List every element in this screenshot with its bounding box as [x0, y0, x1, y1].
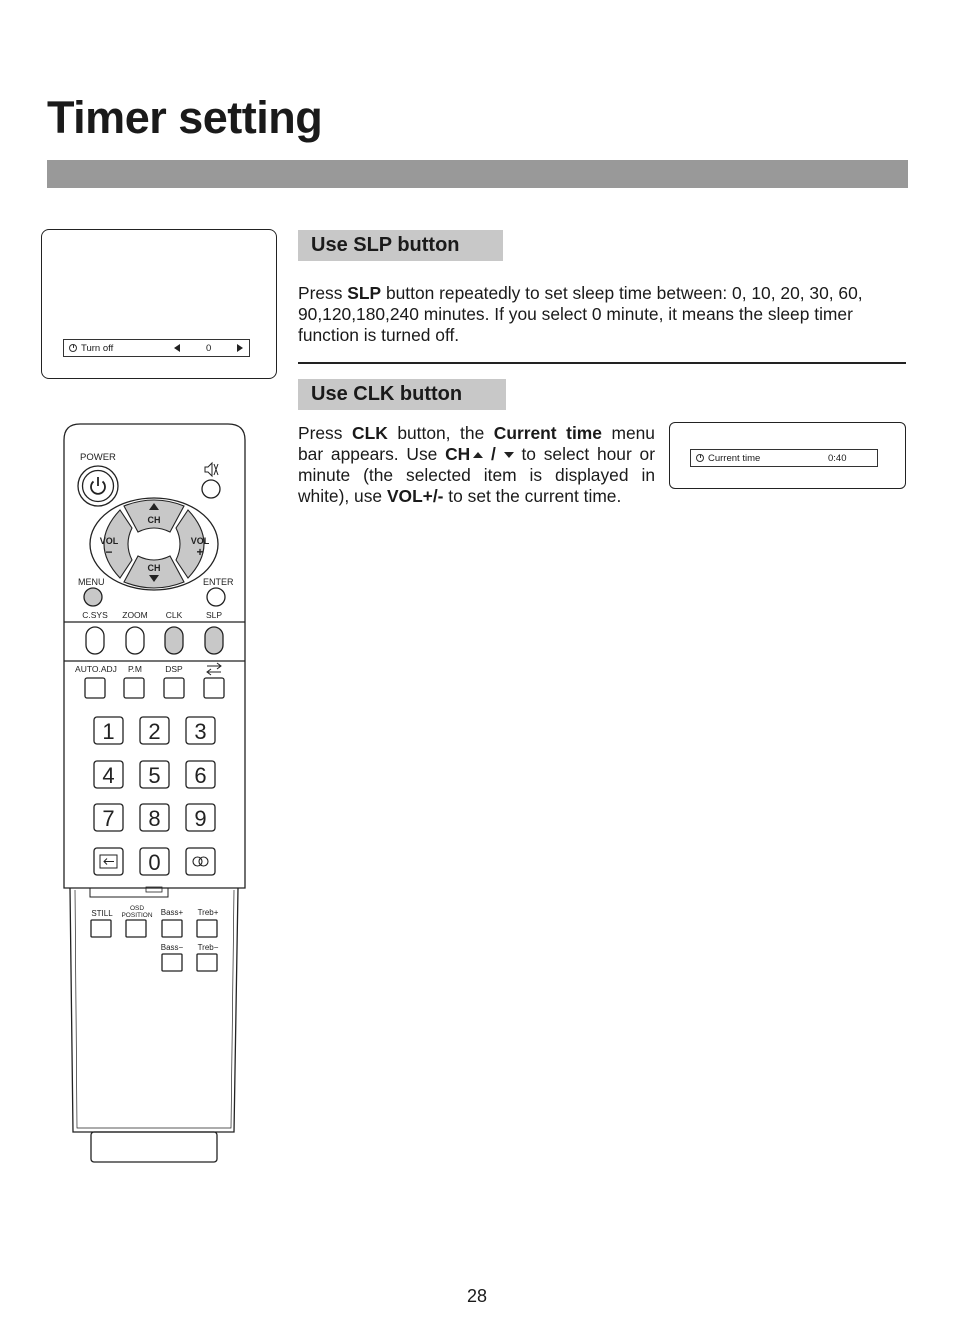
- auto-adj-button: [85, 678, 105, 698]
- pm-label: P.M: [127, 664, 143, 674]
- clock-icon: [696, 454, 704, 462]
- digit-3-label: 3: [194, 719, 207, 744]
- treb-minus-label: Treb−: [197, 943, 219, 952]
- osd-position-label-1: OSD: [129, 905, 145, 912]
- slp-text-1: Press: [298, 283, 348, 303]
- pm-button: [124, 678, 144, 698]
- clk-label: CLK: [165, 610, 183, 620]
- bass-plus-button: [162, 920, 182, 937]
- turn-off-osd-bar: [63, 339, 250, 357]
- clk-text-current-time: Current time: [493, 423, 602, 443]
- mute-button: [202, 480, 220, 498]
- current-time-illustration: [669, 422, 906, 489]
- csys-label: C.SYS: [82, 610, 108, 620]
- clk-text-4: to select hour or minute (the selected item is displayed in white), use: [298, 444, 656, 506]
- digit-0-label: 0: [148, 850, 161, 875]
- page-title: Timer setting: [47, 92, 323, 143]
- clk-text-5: to set the current time.: [443, 486, 622, 506]
- vol-minus-sign: −: [105, 545, 113, 559]
- current-time-label: Current time: [708, 452, 761, 464]
- dsp-button: [164, 678, 184, 698]
- left-arrow-icon: [174, 344, 180, 352]
- enter-label: ENTER: [203, 577, 234, 587]
- zoom-label: ZOOM: [122, 610, 148, 620]
- ch-down-label: CH: [147, 563, 161, 573]
- remote-control-illustration: [62, 420, 248, 1166]
- clk-text-clk: CLK: [352, 423, 388, 443]
- vol-minus-label: VOL: [99, 536, 119, 546]
- recall-button: [186, 848, 215, 875]
- digit-1-label: 1: [102, 719, 115, 744]
- clk-paragraph: [298, 423, 655, 507]
- up-triangle-icon: [473, 452, 483, 458]
- osd-position-label-2: POSITION: [121, 912, 153, 919]
- enter-button: [207, 588, 225, 606]
- auto-adj-label: AUTO.ADJ: [75, 664, 117, 674]
- swap-button: [204, 678, 224, 698]
- title-bar: [47, 160, 908, 188]
- zoom-button: [126, 627, 144, 654]
- digit-5-label: 5: [148, 763, 161, 788]
- clk-button: [165, 627, 183, 654]
- treb-plus-label: Treb+: [197, 908, 219, 917]
- vol-plus-label: VOL: [190, 536, 210, 546]
- still-label: STILL: [91, 909, 113, 918]
- slp-button: [205, 627, 223, 654]
- turn-off-label: Turn off: [81, 342, 114, 354]
- digit-7-label: 7: [102, 806, 115, 831]
- current-time-osd-bar: [690, 449, 878, 467]
- bass-plus-label: Bass+: [160, 908, 184, 917]
- slp-paragraph: [298, 283, 898, 346]
- tv-screen-illustration: [41, 229, 277, 379]
- clk-text-1: Press: [298, 423, 353, 443]
- section-divider: [298, 362, 906, 364]
- bass-minus-label: Bass−: [160, 943, 184, 952]
- clk-text-3: menu bar appears. Use: [298, 423, 655, 464]
- ch-up-label: CH: [147, 515, 161, 525]
- current-time-value: 0:40: [828, 453, 847, 464]
- slp-text-bold: SLP: [347, 283, 382, 303]
- digit-8-label: 8: [148, 806, 161, 831]
- clk-text-slash: /: [483, 444, 504, 464]
- treb-plus-button: [197, 920, 217, 937]
- bass-minus-button: [162, 954, 182, 971]
- digit-6-label: 6: [194, 763, 207, 788]
- vol-plus-sign: +: [196, 545, 204, 559]
- down-triangle-icon: [504, 452, 514, 458]
- slp-section-heading: Use SLP button: [298, 230, 503, 261]
- clock-icon: [69, 344, 77, 352]
- still-button: [91, 920, 111, 937]
- treb-minus-button: [197, 954, 217, 971]
- turn-off-value: 0: [206, 343, 212, 354]
- digit-9-label: 9: [194, 806, 207, 831]
- dsp-label: DSP: [165, 664, 183, 674]
- power-label: POWER: [80, 452, 116, 463]
- osd-position-button: [126, 920, 146, 937]
- page-number: 28: [466, 1286, 488, 1306]
- digit-2-label: 2: [148, 719, 161, 744]
- clk-text-2: button, the: [387, 423, 494, 443]
- clk-section-heading: Use CLK button: [298, 379, 506, 410]
- slp-text-2: button repeatedly to set sleep time between: 0, 10, 20, 30, 60, 90,120,180,240 minutes. If you select 0 minute, it means the sleep timer function is turned off.: [298, 283, 863, 345]
- clk-text-vol: VOL+/-: [386, 486, 444, 506]
- digit-4-label: 4: [102, 763, 115, 788]
- csys-button: [86, 627, 104, 654]
- menu-label: MENU: [78, 577, 105, 587]
- menu-button: [84, 588, 102, 606]
- right-arrow-icon: [237, 344, 243, 352]
- slp-label: SLP: [205, 610, 223, 620]
- clk-text-ch: CH: [445, 444, 471, 464]
